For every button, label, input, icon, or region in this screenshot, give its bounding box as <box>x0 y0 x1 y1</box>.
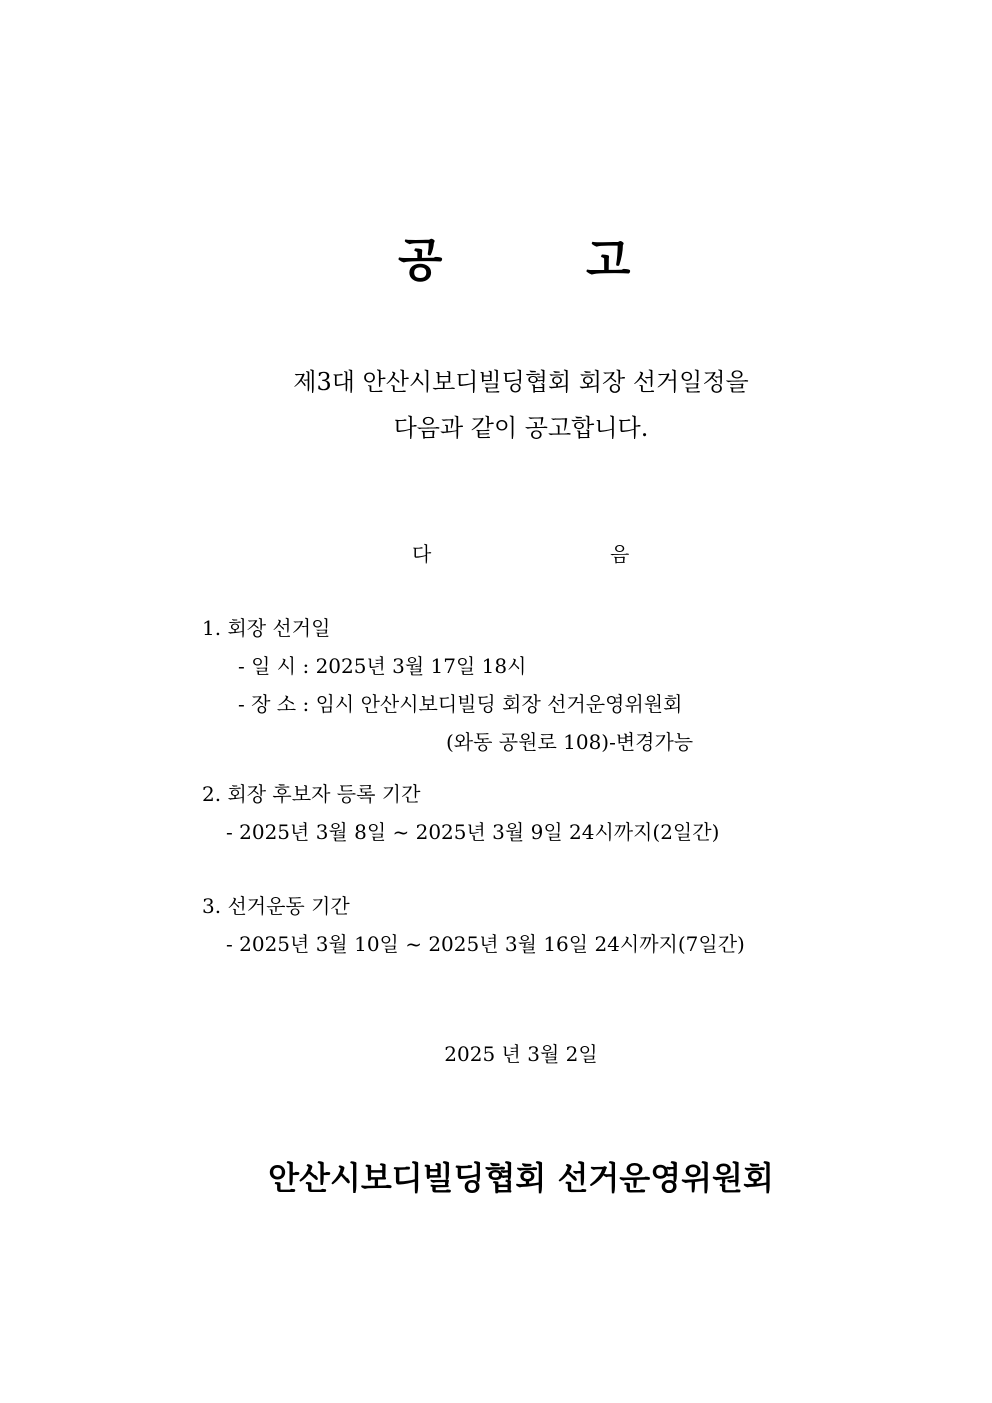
section-3-period: - 2025년 3월 10일 ~ 2025년 3월 16일 24시까지(7일간) <box>226 932 745 956</box>
intro-line-1: 제3대 안산시보디빌딩협회 회장 선거일정을 <box>293 368 749 396</box>
announcement-date: 2025 년 3월 2일 <box>444 1042 598 1066</box>
section-1-heading: 1. 회장 선거일 <box>202 616 331 640</box>
section-2-heading: 2. 회장 후보자 등록 기간 <box>202 782 421 806</box>
title-char-gong: 공 <box>398 233 443 287</box>
section-1-location: - 장 소 : 임시 안산시보디빌딩 회장 선거운영위원회 <box>238 692 683 716</box>
title-char-go: 고 <box>586 233 631 287</box>
section-1-address: (와동 공원로 108)-변경가능 <box>446 730 694 754</box>
section-3-heading: 3. 선거운동 기간 <box>202 894 350 918</box>
subheading-char-da: 다 <box>412 542 432 566</box>
signature-organization: 안산시보디빌딩협회 선거운영위원회 <box>268 1159 774 1197</box>
subheading-char-eum: 음 <box>610 542 630 566</box>
section-1-datetime: - 일 시 : 2025년 3월 17일 18시 <box>238 654 527 678</box>
intro-line-2: 다음과 같이 공고합니다. <box>393 414 649 442</box>
section-2-period: - 2025년 3월 8일 ~ 2025년 3월 9일 24시까지(2일간) <box>226 820 720 844</box>
